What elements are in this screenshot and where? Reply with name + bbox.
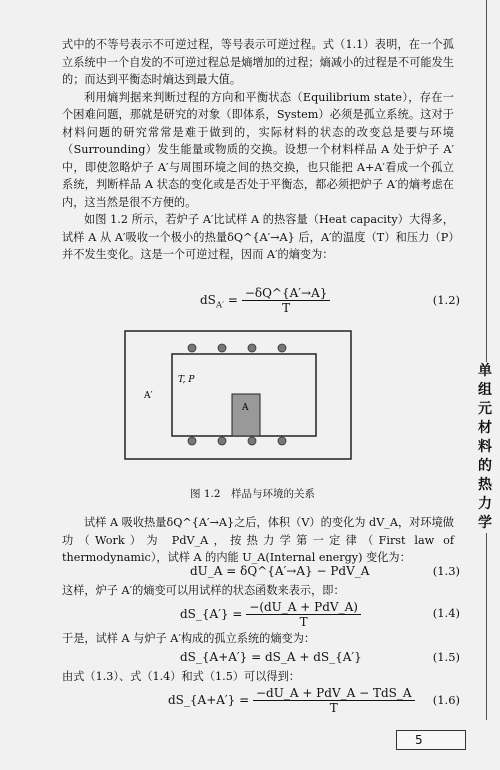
equation-1-2: $dS_{A'}$ = $\frac{-\delta Q\^{}\{A'\to A\}}{T}$ [200,286,330,315]
eq12-lhs: dS [200,293,216,307]
eq16-denominator: T [329,701,338,715]
paragraph-1: 式中的不等号表示不可逆过程，等号表示可逆过程。式（1.1）表明，在一个孤立系统中一个自发的不可逆过程总是熵增加的过程；熵减小的过程是不可能发生的；而达到平衡态时熵达到最大值。 [62,38,454,86]
eq15-number: (1.5) [432,650,460,664]
paragraph-7-wrap [62,668,454,686]
label-temperature-pressure: T, P [178,375,195,385]
paragraph-6: 于是，试样 A 与炉子 A′构成的孤立系统的熵变为： [62,632,316,645]
label-sample: A [242,403,249,413]
eq16-numerator: −dU_A + PdV_A − TdS_A [253,686,415,701]
eq14-number: (1.4) [432,606,460,620]
chapter-sidebar [468,0,500,770]
sample-block [232,394,260,436]
paragraph-3-text: 如图 1.2 所示，若炉子 A′比试样 A 的热容量（Heat capacity）大得多，试样 A 从 A′吸收一个极小的热量δQ^{A′→A} 后，A′的温度（T）和压力（P）并不发生变化。这是一个可逆过程，因而 A′的熵变为： [62,213,454,261]
page-number: 5 [396,730,466,750]
paragraph-2: 利用熵判据来判断过程的方向和平衡状态（Equilibrium state），存在一个困难问题，那就是研究的对象（即体系，System）必须是孤立系统。这对于材料问题的研究常常是难于做到的，实际材料的状态的改变总是要与环境（Surrounding）发生能量或物质的交换。设想一个材料样品 A 处于炉子 A′中，即使忽略炉子 A′与周围环境之间的热交换，也只能把 A+A′看成一个孤立系统，判断样品 A 状态的变化或是否处于平衡态，都必须把炉子 A′的熵考虑在内，这当然是很不方便的。 [62,90,454,209]
figure-caption: 图 1.2 样品与环境的关系 [190,488,316,500]
eq14-numerator: −(dU_A + PdV_A) [246,600,361,615]
figure-sample-environment [124,330,352,460]
eq14-denominator: T [299,615,308,629]
paragraph-6-wrap [62,630,454,648]
eq16-lhs: dS_{A+A′} = [168,693,250,707]
paragraph-4: 试样 A 吸收热量δQ^{A′→A}之后，体积（V）的变化为 dV_A，对环境做功（Work）为 PdV_A，按热力学第一定律（First law of thermodynamic），试样 A 的内能 U_A(Internal energy) 变化为： [62,516,454,564]
equation-1-4 [180,600,361,629]
eq12-numerator: −δQ^{A′→A} [242,286,331,301]
sidebar-rule [486,0,487,720]
paragraph-3 [62,211,454,264]
paragraph-7: 由式（1.3）、式（1.4）和式（1.5）可以得到： [62,670,300,683]
paragraph-5: 这样，炉子 A′的熵变可以用试样的状态函数来表示，即： [62,584,345,597]
paragraph-5-wrap [62,582,454,600]
eq14-lhs: dS_{A′} = [180,607,243,621]
label-furnace: A′ [144,391,153,401]
eq16-number: (1.6) [432,693,460,707]
heating-elements-bottom [188,437,286,445]
equation-1-3: dU_A = δQ^{A′→A} − PdV_A [190,564,370,578]
equation-1-6 [168,686,415,715]
eq12-denominator: T [282,301,291,315]
body-text [62,36,454,264]
eq12-number: (1.2) [432,293,460,307]
eq14-fraction [246,600,361,629]
eq13-number: (1.3) [432,564,460,578]
chapter-vertical-title: 单组元材料的热力学 [474,362,496,533]
eq16-fraction [253,686,415,715]
eq12-fraction [242,286,331,315]
body-text-lower [62,514,454,567]
heating-elements-top [188,344,286,352]
equation-1-5: dS_{A+A′} = dS_A + dS_{A′} [180,650,362,664]
eq12-sub: A′ [215,300,225,311]
